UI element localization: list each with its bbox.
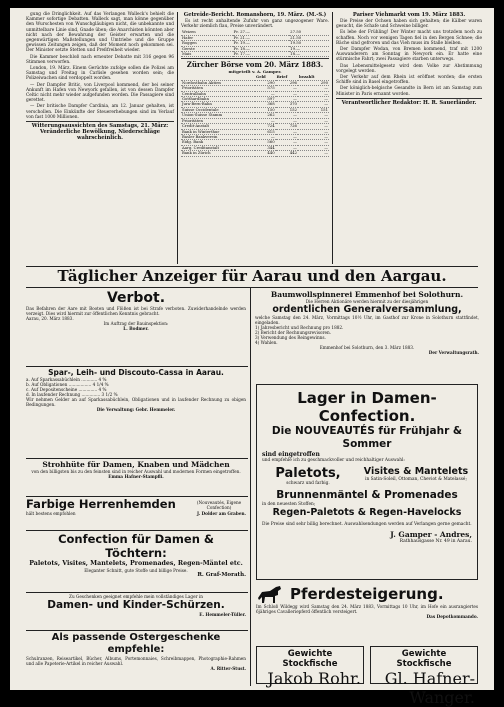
borse-cell: — (276, 113, 298, 118)
ad-confection (26, 532, 246, 590)
borse-cell: — (298, 113, 329, 118)
hemden-signature: J. Dolder am Graben. (196, 511, 246, 516)
borse-cell: 597 (255, 97, 276, 102)
borse-cell: Bank in Winterthur (181, 129, 255, 134)
grain-cell: Fr. 27.— (233, 30, 290, 35)
lager-left: Paletots, (275, 466, 341, 481)
ad-pferde (256, 584, 478, 644)
ad-verbot (26, 290, 246, 364)
borse-cell: 615 (255, 129, 276, 134)
ad-hemden (26, 498, 246, 528)
borse-cell: — (276, 91, 298, 96)
borse-cell: 152 (276, 107, 298, 112)
lager-right: Visites & Mantelets (363, 466, 469, 477)
borse-cell: 575 (255, 86, 276, 91)
borse-cell: — (298, 140, 329, 145)
borse-cell: Aarg. Creditanstalt (181, 145, 255, 150)
weather-note: Witterungsaussichten des Samstags, 21. März: Veränderliche Bewölkung, Niederschläge wahrscheinlich. (31, 123, 169, 142)
spinnerei-when: welche Samstag den 24. März, Vormittags 10½ Uhr, im Gasthof zur Krone in Solothurn stattfindet, eingeladen. (255, 315, 479, 325)
borse-cell: Prioritäten (181, 86, 255, 91)
sparkasse-text: Wir nehmen Gelder an auf Sparkassabüchlein, Obligationen und in laufender Rechnung zu obigen Bedingungen. (26, 397, 246, 407)
borse-column-header: Geld (255, 75, 276, 80)
horse-icon (256, 584, 286, 604)
schurzen-signature: E. Hemmeler-Tüller. (199, 612, 246, 617)
borse-cell: 368 (255, 102, 276, 107)
advertiser-banner: Täglicher Anzeiger für Aarau und den Aargau. (57, 267, 447, 285)
grain-cell: 18.— (289, 52, 329, 57)
spinnerei-item: 4) Wahlen. (255, 340, 278, 345)
borse-cell: 290 (255, 80, 276, 85)
lager-right-2: in Satin-Soleil, Ottoman, Cheviot & Matelassé; (365, 477, 467, 482)
hemden-text: hält bestens empfohlen (26, 511, 76, 516)
borse-cell: — (298, 151, 329, 156)
strohhute-signature: Emma Hafner-Stampfli. (108, 474, 164, 479)
schurzen-title: Damen- und Kinder-Schürzen. (47, 599, 225, 611)
borse-cell: — (298, 91, 329, 96)
grain-cell: Fr. 17.— (233, 52, 290, 57)
borse-cell: 370 (276, 102, 298, 107)
grain-cell: Weizen (181, 30, 233, 35)
ad-sparkasse (26, 368, 246, 456)
borse-cell: 151 (298, 107, 329, 112)
hemden-title: Farbige Herrenhemden (26, 497, 176, 511)
borse-cell: — (298, 102, 329, 107)
borse-cell: 150 (255, 107, 276, 112)
borse-column-header: Brief (276, 75, 298, 80)
ostern-text: Schulranzen, Reiseartikel, Bücher, Albums, Portemonnaies, Schreibmappen, Photographie-Rahmen und alle Papeterie-Artikel in reicher Auswahl. (26, 656, 246, 666)
lager-subtitle-2: sind eingetroffen (262, 451, 320, 458)
verbot-text: Das Befahren der Aare mit Booten und Flößen ist bei Strafe verboten. Zuwiderhandelnde werden verzeigt. Dies wird hiermit zur öffentlichen Kenntnis gebracht. (26, 306, 246, 316)
borse-row (181, 151, 329, 156)
grain-report-heading: Getreide-Bericht. Romanshorn, 19. März. (M.-S.) (183, 12, 327, 18)
borse-cell: — (276, 86, 298, 91)
borse-cell: 724 (255, 124, 276, 129)
grain-cell: 19.50 (289, 41, 329, 46)
spinnerei-big: ordentlichen Generalversammlung, (272, 304, 462, 315)
borse-cell: 440 (255, 151, 276, 156)
news-paragraph: Es lebe der Frühling! Der Winter macht uns trotzdem noch zu schaffen. Noch vor wenigen Tagen fiel in den Bergen Schnee; die Bäche sind gefroren und das Vieh muss im Stalle bleiben. (336, 30, 482, 46)
sparkasse-signature: Die Verwaltung: Gebr. Hemmeler. (96, 407, 176, 412)
borse-cell: — (298, 86, 329, 91)
schurzen-intro: Zu Geschenken geeignet empfehle mein vollständiges Lager in (69, 594, 203, 599)
verbot-date: Aarau, 20. März 1883. (26, 316, 74, 321)
sparkasse-item: b. Auf Obligationen ................. 4 1/4 % (26, 382, 109, 387)
borse-cell: Jura-Bern-Bahn (181, 102, 255, 107)
borse-title: Zürcher Börse vom 20. März 1883. (186, 60, 324, 70)
lager-title: Lager in Damen-Confection. (297, 389, 437, 425)
borse-cell: Gotthardbahn (181, 97, 255, 102)
lager-signature: J. Gamper - Andres, (390, 530, 472, 539)
ad-stock-right (370, 646, 478, 707)
borse-cell: — (298, 124, 329, 129)
stock-right-name: Gl. Hafner-Wanger. (384, 669, 475, 707)
grain-cell: Hafer (181, 35, 233, 40)
lager-mid: Brunnenmäntel & Promenades (276, 489, 458, 501)
ostern-signature: A. Ritter-Stust. (210, 666, 246, 671)
news-paragraph: London, 19. März. Einem Gerüchte zufolge sollen die Polizei am Samstag und Freitag in Carlisle gesehen worden sein; die Polizeiwachen sind verdoppelt worden. (26, 66, 174, 82)
borse-cell: — (276, 134, 298, 139)
borse-cell: Basler Bankverein (181, 134, 255, 139)
borse-cell: Eidg. Bank (181, 140, 255, 145)
borse-cell: — (276, 129, 298, 134)
borse-cell: — (298, 118, 329, 123)
borse-cell: 442 (276, 151, 298, 156)
lager-address: Rathhausgasse Nr. 49 in Aarau. (399, 539, 472, 544)
sparkasse-item: d. In laufender Rechnung .............. 3 1/2 % (26, 392, 118, 397)
lager-mid-2: in den neuesten Stoffen; (262, 502, 316, 507)
confection-line: Paletots, Visites, Mantelets, Promenades, Regen-Mäntel etc. (29, 560, 243, 567)
borse-cell: Union-Suisse Stamm (181, 113, 255, 118)
borse-cell: 296 (276, 80, 298, 85)
lager-left-2: schwarz und farbig. (286, 481, 330, 486)
ostern-title: Als passende Ostergeschenke empfehle: (51, 632, 221, 655)
stock-right-title: Gewichte Stockfische (396, 649, 452, 669)
sparkasse-title: Spar-, Leih- und Discouto-Cassa in Aarau. (48, 368, 224, 377)
ad-stock-left (256, 646, 364, 688)
spinnerei-item: 2) Bericht der Rechnungsrevisoren. (255, 330, 332, 335)
strohhute-title: Strohhüte für Damen, Knaben und Mädchen (42, 460, 230, 469)
borse-cell: — (276, 97, 298, 102)
borse-subtitle: mitgeteilt v. A. Gamper. (228, 69, 282, 75)
borse-cell: Suisse Occidentale (181, 107, 255, 112)
grain-cell: Roggen (181, 41, 233, 46)
editor-note: Verantwortlicher Redaktor: H. R. Sauerländer. (341, 99, 477, 106)
borse-cell: 726 (276, 124, 298, 129)
borse-cell: — (298, 134, 329, 139)
stock-left-title: Gewichte Stockfische (282, 649, 338, 669)
grain-cell: Fr. 19.— (233, 41, 290, 46)
newspaper-page (10, 8, 494, 707)
grain-cell: Fr. 18.— (233, 46, 290, 51)
borse-cell: Bank in Zürich (181, 151, 255, 156)
borse-cell: 560 (255, 140, 276, 145)
borse-cell: 290 (298, 80, 329, 85)
sparkasse-item: a. Auf Sparkassabüchlein ............ 4 % (26, 377, 107, 382)
news-paragraph: Die Preise der Ochsen haben sich gehalten; die Kälber waren gesucht, die Schafe und Schweine billiger. (336, 19, 482, 30)
ad-spinnerei (255, 290, 479, 378)
spinnerei-title: Baumwollspinnerei Emmenhof bei Solothurn. (270, 290, 464, 299)
pferde-text: Im Schloß Wildegg wird Samstag den 24. März 1883, Vormittags 10 Uhr, im Hofe ein ausrangiertes 6jähriges Cavalleriepferd öffentlich versteigert. (256, 604, 478, 614)
stock-left-name: Jakob Rohr. (267, 669, 361, 688)
borse-cell: — (255, 118, 276, 123)
borse-table (181, 75, 329, 156)
borse-cell: Nordostbahn Aktien (181, 80, 255, 85)
lager-text-2: Die Preise sind sehr billig berechnet. Auswahlsendungen werden auf Verlangen gerne gemacht. (262, 522, 472, 527)
grain-cell: Fr. 21.— (233, 35, 290, 40)
borse-cell: 262 (255, 113, 276, 118)
spinnerei-item: 1) Jahresbericht und Rechnung pro 1882. (255, 325, 344, 330)
borse-cell: — (276, 145, 298, 150)
borse-cell: — (276, 140, 298, 145)
news-column-middle (181, 12, 329, 264)
cattle-market-heading: Pariser Viehmarkt vom 19. März 1883. (352, 12, 466, 18)
news-paragraph: Das Lebensmittelgesetz wird dem Volke zur Abstimmung vorgelegt werden. (336, 63, 482, 74)
verbot-signature: L. Bodmer. (123, 326, 149, 331)
grain-cell: 21.50 (289, 35, 329, 40)
grain-price-table (181, 30, 329, 57)
borse-cell: — (298, 129, 329, 134)
verbot-sig-line: Im Auftrag der Bauinspektion: (103, 321, 169, 326)
confection-signature: R. Graf-Morath. (197, 572, 246, 578)
news-paragraph: gung die Dringlichkeit. Auf das Verlangen Walleck's behielt die Kammer sofortige Debatten. Walleck sagt, man könne gegenüber den Wurschesten von Wunschgläubigen nicht, die unbekannte und unmittelbare Linie sind, Gnade üben; die Anarchisten könnten aber nicht nach der Bewahrung der Geister erwarten und die gegenwärtigen Maßstellungen und Umtriebe und die Gruppe gewissen Zeitungen zeigen, daß der Moment noch gekommen sei. Der Minister setzte Stetten und Preßfreiheit wieder. (26, 12, 174, 54)
pferde-title: Pferdesteigerung. (290, 585, 444, 603)
borse-cell: Centralbahn (181, 91, 255, 96)
borse-column-header: bezahlt (298, 75, 329, 80)
spinnerei-date: Emmenhof bei Solothurn, den 3. März 1883. (319, 345, 415, 350)
ad-lager (256, 384, 478, 580)
confection-title: Confection für Damen & Töchtern: (58, 532, 214, 560)
pferde-signature: Das Depotkommando. (426, 614, 478, 619)
news-paragraph: Die Kammer beschloß nach erneuter Debatte mit 316 gegen 96 Stimmen verworfen. (26, 54, 174, 65)
borse-cell: Credit-Anstalt (181, 124, 255, 129)
strohhute-text: von den billigsten bis zu den feinsten sind in reicher Auswahl und modernen Formen eingetroffen. (31, 469, 241, 474)
spinnerei-item: 3) Verwendung des Reingewinns. (255, 335, 326, 340)
ad-strohhute (26, 460, 246, 494)
borse-cell: — (298, 145, 329, 150)
sparkasse-item: c. Auf Depositenscheine .............. 4 % (26, 387, 107, 392)
ad-ostern (26, 632, 246, 686)
borse-cell: — (298, 97, 329, 102)
borse-cell: 344 (255, 145, 276, 150)
grain-cell: 19.— (289, 46, 329, 51)
news-paragraph: — Der Dampfer Britic, von Liverpool kommend, der bei seiner Ankunft im Hafen von Newyork gefallen, ist von dessen Dampfer Celtic nicht mehr wieder aufgefunden worden. Die Passagiere sind gerettet. (26, 82, 174, 104)
hemden-aside: (Nouveautés, Eigene Confection) (196, 499, 242, 510)
borse-cell: — (255, 91, 276, 96)
news-paragraph: — Der britische Dampfer Cardinia, am 12. Januar gehalten, ist verschollen. Die Einkünfte der Steuererhebungen sind im Verlauf von fast 1000 Millionen. (26, 104, 174, 120)
grain-cell: 27.50 (289, 30, 329, 35)
news-paragraph: Der königlich-belgische Gesandte in Bern ist am Samstag zum Minister in Paris ernannt worden. (336, 86, 482, 97)
confection-text: Eleganter Schnitt, gute Stoffe und billige Preise. (84, 568, 188, 573)
lager-mid-3: Regen-Paletots & Regen-Havelocks (272, 507, 462, 518)
spinnerei-signature: Der Verwaltungsrath. (428, 350, 479, 355)
news-paragraph: Der Dampfer Wodan, von Bremen kommend, traf mit 1200 Auswanderern am Sonntag in Newyork ein. Er hatte eine stürmische Fahrt; zwei Passagiere starben unterwegs. (336, 47, 482, 63)
grain-cell: Gerste (181, 46, 233, 51)
grain-cell: Mais (181, 52, 233, 57)
borse-cell: — (276, 118, 298, 123)
grain-report-text: Es ist recht anhaltende Zufuhr von ganz ungezogener Ware. Verkehr ziemlich flau, Preise unverändert. (181, 19, 329, 30)
news-column-right (336, 12, 482, 264)
borse-cell: — (255, 134, 276, 139)
news-paragraph: Der Verkehr auf dem Rhein ist eröffnet worden; die ersten Schiffe sind in Basel eingetroffen. (336, 75, 482, 86)
spinnerei-text: Die Herren Aktionäre werden hiermit zu der diesjährigen (305, 299, 429, 304)
lager-text: und empfehle ich zu geschmackvoller und reichhaltiger Auswahl: (262, 458, 405, 463)
lager-subtitle: Die NOUVEAUTÉS für Frühjahr & Sommer (271, 425, 463, 450)
news-column-left (26, 12, 174, 264)
grain-row (181, 52, 329, 57)
borse-cell: Prioritäten (181, 118, 255, 123)
ad-schurzen (26, 594, 246, 628)
verbot-title: Verbot. (106, 290, 166, 306)
